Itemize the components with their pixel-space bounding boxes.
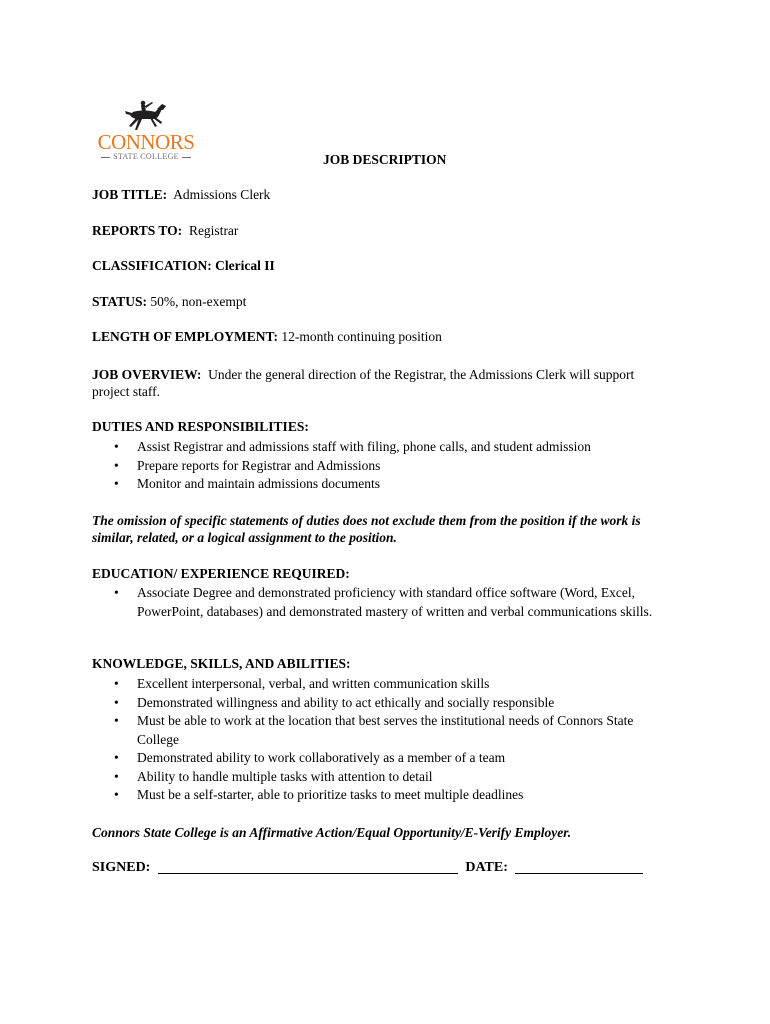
list-item: • Demonstrated willingness and ability to act ethically and socially responsible [92, 694, 672, 713]
ksa-heading: KNOWLEDGE, SKILLS, AND ABILITIES: [92, 656, 351, 671]
list-item: • Prepare reports for Registrar and Admissions [92, 457, 672, 476]
list-item: • Excellent interpersonal, verbal, and written communication skills [92, 675, 672, 694]
classification-label: CLASSIFICATION: [92, 258, 212, 273]
list-item: • Ability to handle multiple tasks with attention to detail [92, 768, 672, 787]
overview-paragraph [92, 366, 672, 400]
length-value: 12-month continuing position [281, 329, 442, 344]
reports-to-value: Registrar [188, 223, 239, 238]
status-row [92, 294, 246, 310]
list-item: • Demonstrated ability to work collaboratively as a member of a team [92, 749, 672, 768]
list-item: • Assist Registrar and admissions staff with filing, phone calls, and student admission [92, 438, 672, 457]
logo-wordmark: CONNORS [97, 130, 195, 154]
reports-to-row [92, 223, 238, 239]
date-line[interactable] [515, 859, 643, 874]
length-label: LENGTH OF EMPLOYMENT: [92, 329, 279, 344]
list-item: • Associate Degree and demonstrated proficiency with standard office software (Word, Excel, PowerPoint, databases) and demonstrated mastery of written and verbal communications skills. [92, 584, 657, 621]
horse-rider-icon [124, 100, 168, 132]
job-title-label: JOB TITLE: [92, 187, 168, 202]
signed-label: SIGNED: [92, 860, 151, 875]
education-list [92, 584, 672, 621]
list-item: • Monitor and maintain admissions documents [92, 475, 672, 494]
duties-list [92, 438, 672, 494]
signature-line[interactable] [158, 859, 458, 874]
logo-subtitle: STATE COLLEGE [96, 152, 196, 161]
job-title-value: Admissions Clerk [173, 187, 271, 202]
document-title: JOB DESCRIPTION [323, 152, 447, 167]
classification-value: Clerical II [215, 258, 275, 273]
reports-to-label: REPORTS TO: [92, 223, 183, 238]
classification-row [92, 258, 275, 274]
education-heading: EDUCATION/ EXPERIENCE REQUIRED: [92, 566, 350, 581]
omission-note: The omission of specific statements of duties does not exclude them from the position if the work is similar, related, or a logical assignment to the position. [92, 513, 641, 545]
signature-row [92, 859, 643, 876]
overview-label: JOB OVERVIEW: [92, 367, 202, 382]
list-item: • Must be a self-starter, able to prioritize tasks to meet multiple deadlines [92, 786, 672, 805]
job-title-row [92, 187, 270, 203]
date-label: DATE: [465, 860, 508, 875]
overview-text: Under the general direction of the Registrar, the Admissions Clerk will support project staff. [92, 367, 635, 399]
ksa-list [92, 675, 672, 805]
length-row [92, 329, 442, 345]
eeo-statement: Connors State College is an Affirmative Action/Equal Opportunity/E-Verify Employer. [92, 825, 572, 840]
duties-heading: DUTIES AND RESPONSIBILITIES: [92, 419, 309, 434]
status-label: STATUS: [92, 294, 148, 309]
college-logo [96, 100, 200, 162]
list-item: • Must be able to work at the location that best serves the institutional needs of Connors State College [92, 712, 662, 749]
status-value: 50%, non-exempt [150, 294, 247, 309]
